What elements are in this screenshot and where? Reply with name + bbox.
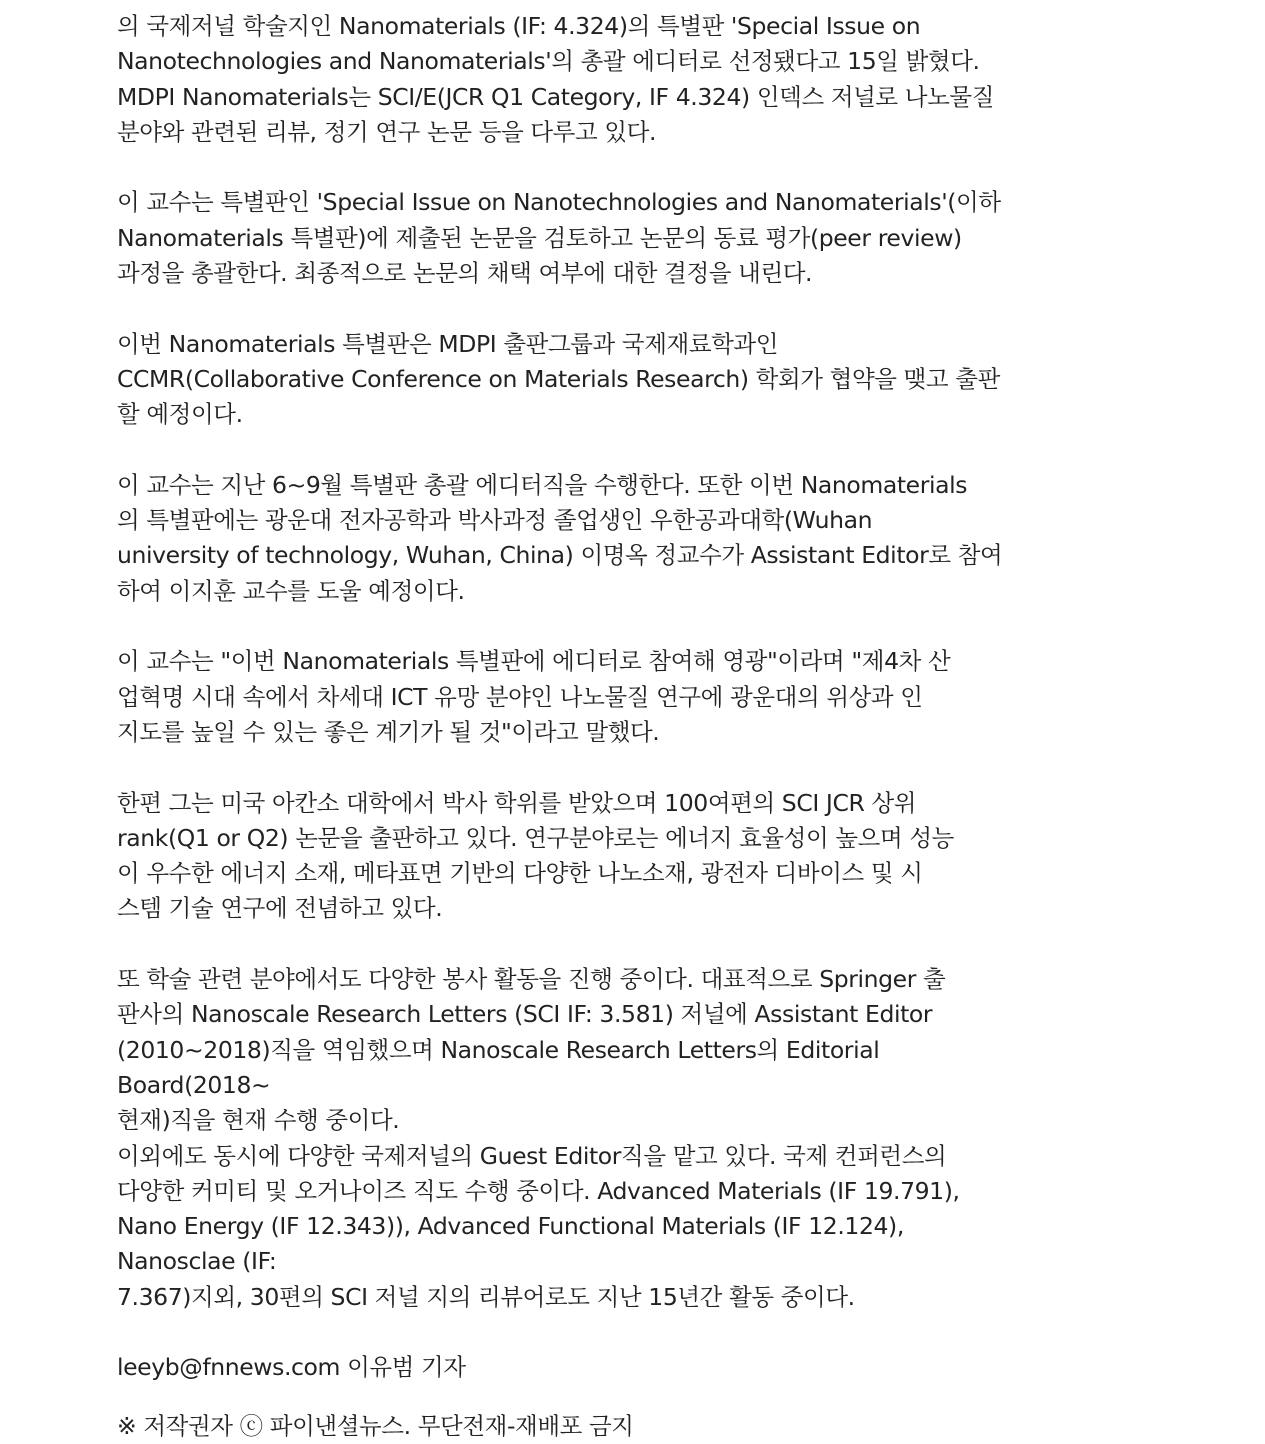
article-body [117,9,1017,1444]
paragraph-assistant-editor: 이 교수는 지난 6~9월 특별판 총괄 에디터직을 수행한다. 또한 이번 Nanomaterials 의 특별판에는 광운대 전자공학과 박사과정 졸업생인 우한공과대학(Wuhan university of technology, Wuhan, China) 이명옥 정교수가 Assistant Editor로 참여 하여 이지훈 교수를 도울 예정이다. [117,470,1003,605]
paragraph-publication-agreement: 이번 Nanomaterials 특별판은 MDPI 출판그룹과 국제재료학과인 CCMR(Collaborative Conference on Materials Research) 학회가 협약을 맺고 출판 할 예정이다. [117,329,1000,429]
byline: leeyb@fnnews.com 이유범 기자 [117,1353,466,1382]
paragraph-editor-role: 이 교수는 특별판인 'Special Issue on Nanotechnologies and Nanomaterials'(이하 Nanomaterials 특별판)에 제출된 논문을 검토하고 논문의 동료 평가(peer review) 과정을 총괄한다. 최종적으로 논문의 채택 여부에 대한 결정을 내린다. [117,188,1001,288]
paragraph-guest-editor: 이외에도 동시에 다양한 국제저널의 Guest Editor직을 맡고 있다. 국제 컨퍼런스의 다양한 커미티 및 오거나이즈 직도 수행 중이다. Advanced Materials (IF 19.791), Nano Energy (IF 12.343)), Advanced Functional Materials (IF 12.124), Nanosclae (IF: 7.367)지외, 30편의 SCI 저널 지의 리뷰어로도 지난 15년간 활동 중이다. [117,1141,960,1311]
copyright-notice: ※ 저작권자 ⓒ 파이낸셜뉴스. 무단전재-재배포 금지 [117,1411,634,1440]
paragraph-academic-service: 또 학술 관련 분야에서도 다양한 봉사 활동을 진행 중이다. 대표적으로 Springer 출 판사의 Nanoscale Research Letters (SCI IF: 3.581) 저널에 Assistant Editor (2010~2018)직을 역임했으며 Nanoscale Research Letters의 Editorial Board(2018~ 현재)직을 현재 수행 중이다. [117,965,946,1135]
paragraph-quote: 이 교수는 "이번 Nanomaterials 특별판에 에디터로 참여해 영광"이라며 "제4차 산 업혁명 시대 속에서 차세대 ICT 유망 분야인 나노물질 연구에 광운대의 위상과 인 지도를 높일 수 있는 좋은 계기가 될 것"이라고 말했다. [117,647,951,746]
paragraph-research-background: 한편 그는 미국 아칸소 대학에서 박사 학위를 받았으며 100여편의 SCI JCR 상위 rank(Q1 or Q2) 논문을 출판하고 있다. 연구분야로는 에너지 효율성이 높으며 성능 이 우수한 에너지 소재, 메타표면 기반의 다양한 나노소재, 광전자 디바이스 및 시 스템 기술 연구에 전념하고 있다. [117,788,954,923]
paragraph-journal-intro: 의 국제저널 학술지인 Nanomaterials (IF: 4.324)의 특별판 'Special Issue on Nanotechnologies and Nanomaterials'의 총괄 에디터로 선정됐다고 15일 밝혔다. MDPI Nanomaterials는 SCI/E(JCR Q1 Category, IF 4.324) 인덱스 저널로 나노물질 분야와 관련된 리뷰, 정기 연구 논문 등을 다루고 있다. [117,12,995,146]
